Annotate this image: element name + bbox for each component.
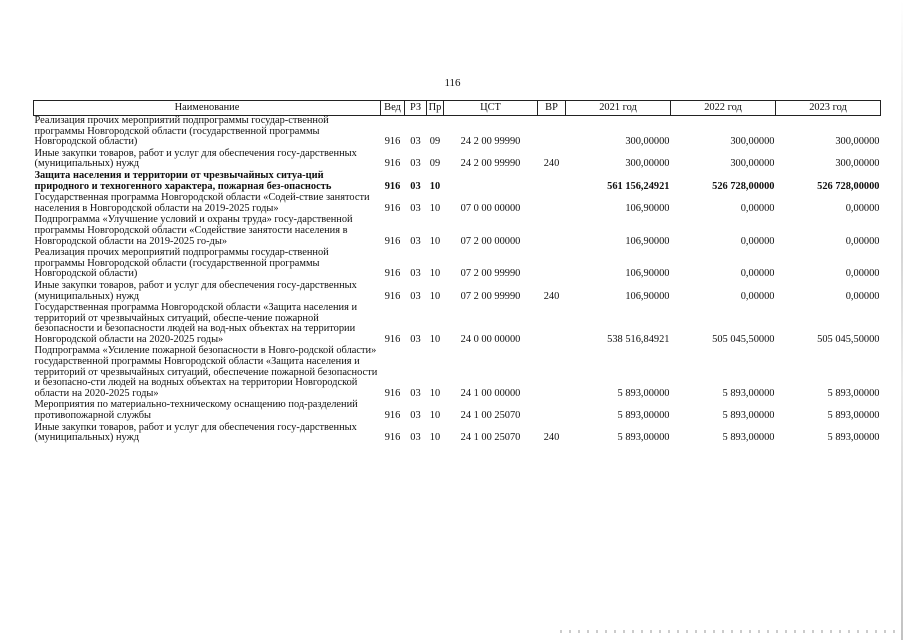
table-header-row (34, 101, 881, 116)
row-pr: 10 (429, 202, 441, 214)
header-rz: РЗ (405, 101, 427, 116)
row-rz: 03 (410, 268, 421, 280)
row-pr: 10 (429, 333, 441, 345)
row-ved: 916 (384, 387, 401, 399)
header-2021: 2021 год (566, 101, 671, 116)
row-ved: 916 (384, 410, 401, 422)
row-2022: 0,00000 (740, 290, 775, 302)
row-ved: 916 (384, 333, 401, 345)
row-2021: 106,90000 (625, 202, 670, 214)
header-2022: 2022 год (671, 101, 776, 116)
table-row (34, 303, 881, 346)
table-row (34, 248, 881, 281)
table-row (34, 171, 881, 193)
row-2022: 0,00000 (740, 268, 775, 280)
header-cst: ЦСТ (444, 101, 538, 116)
row-pr: 10 (429, 387, 441, 399)
row-name: Защита населения и территории от чрезвычайных ситуа-ций природного и техногенного характера, пожарная без-опасность (34, 169, 332, 192)
row-ved: 916 (384, 158, 401, 170)
row-ved: 916 (384, 202, 401, 214)
row-2023: 0,00000 (845, 202, 880, 214)
row-pr: 10 (429, 268, 441, 280)
row-name: Реализация прочих мероприятий подпрограммы государ-ственной программы Новгородской области (государственной программы Новгородской области) (34, 115, 329, 148)
row-vr (538, 248, 566, 281)
row-2023: 505 045,50000 (817, 333, 880, 345)
row-2022: 300,00000 (730, 158, 775, 170)
row-ved: 916 (384, 432, 401, 444)
scan-edge (901, 0, 903, 640)
row-vr: 240 (543, 432, 560, 444)
row-2021: 5 893,00000 (617, 387, 670, 399)
row-2022: 5 893,00000 (722, 387, 775, 399)
row-name: Иные закупки товаров, работ и услуг для обеспечения госу-дарственных (муниципальных) нужд (34, 421, 357, 444)
row-2021: 106,90000 (625, 290, 670, 302)
row-cst: 07 2 00 99990 (460, 268, 521, 280)
table-row (34, 193, 881, 215)
row-vr (538, 215, 566, 248)
row-2022: 300,00000 (730, 136, 775, 148)
row-pr: 10 (429, 410, 441, 422)
row-cst: 07 0 00 00000 (460, 202, 521, 214)
row-name: Государственная программа Новгородской области «Содей-ствие занятости населения в Новгородской области на 2019-2025 годы» (34, 192, 370, 214)
row-ved: 916 (384, 268, 401, 280)
row-rz: 03 (410, 235, 421, 247)
row-2023: 300,00000 (835, 136, 880, 148)
row-rz: 03 (410, 136, 421, 148)
row-ved: 916 (384, 290, 401, 302)
row-2021: 300,00000 (625, 158, 670, 170)
page-number: 116 (444, 77, 461, 89)
row-ved: 916 (384, 136, 401, 148)
row-2021: 538 516,84921 (607, 333, 670, 345)
row-cst: 24 1 00 25070 (460, 432, 521, 444)
row-pr: 09 (429, 136, 441, 148)
row-2022: 0,00000 (740, 202, 775, 214)
row-pr: 10 (429, 290, 441, 302)
row-2023: 0,00000 (845, 290, 880, 302)
row-vr (538, 346, 566, 400)
row-name: Государственная программа Новгородской области «Защита населения и территорий от чрезвычайных ситуаций, обеспе-чение пожарной безопасности и безопасности людей на вод-ных объектах на территории Новгородской области на 2020-2025 годы» (34, 302, 358, 345)
row-2023: 526 728,00000 (817, 180, 880, 192)
row-pr: 10 (429, 432, 441, 444)
row-pr: 09 (429, 158, 441, 170)
row-rz: 03 (410, 333, 421, 345)
row-2021: 5 893,00000 (617, 432, 670, 444)
header-ved: Вед (381, 101, 405, 116)
row-cst: 07 2 00 99990 (460, 290, 521, 302)
table-row (34, 346, 881, 400)
row-vr (538, 400, 566, 422)
row-cst (444, 171, 538, 193)
header-2023: 2023 год (776, 101, 881, 116)
row-ved: 916 (384, 180, 401, 192)
header-name: Наименование (34, 101, 381, 116)
row-2021: 106,90000 (625, 235, 670, 247)
table-row (34, 149, 881, 171)
row-cst: 24 1 00 25070 (460, 410, 521, 422)
row-2022: 0,00000 (740, 235, 775, 247)
row-2023: 5 893,00000 (827, 410, 880, 422)
row-2023: 5 893,00000 (827, 387, 880, 399)
table-row (34, 215, 881, 248)
row-name: Мероприятия по материально-техническому оснащению под-разделений противопожарной службы (34, 399, 358, 422)
row-2022: 5 893,00000 (722, 432, 775, 444)
row-name: Подпрограмма «Усиление пожарной безопасности в Новго-родской области» государственной программы Новгородской области «Защита населения и территорий от чрезвычайных ситуаций, обеспечение пожарной безопасности и безопасно-сти людей на водных объектах на территории Новгородской области на 2020-2025 годы» (34, 345, 378, 399)
row-rz: 03 (410, 180, 421, 192)
row-2021: 106,90000 (625, 268, 670, 280)
row-2023: 0,00000 (845, 235, 880, 247)
row-2023: 300,00000 (835, 158, 880, 170)
row-cst: 24 0 00 00000 (460, 333, 521, 345)
header-pr: Пр (427, 101, 444, 116)
row-name: Реализация прочих мероприятий подпрограммы государ-ственной программы Новгородской области (государственной программы Новгородской области) (34, 247, 329, 280)
row-pr: 10 (429, 235, 441, 247)
row-vr: 240 (543, 290, 560, 302)
row-2022: 5 893,00000 (722, 410, 775, 422)
row-vr: 240 (543, 158, 560, 170)
row-cst: 24 1 00 00000 (460, 387, 521, 399)
row-ved: 916 (384, 235, 401, 247)
table-row (34, 116, 881, 149)
row-rz: 03 (410, 202, 421, 214)
row-cst: 24 2 00 99990 (460, 136, 521, 148)
row-vr (538, 193, 566, 215)
row-cst: 24 2 00 99990 (460, 158, 521, 170)
row-rz: 03 (410, 387, 421, 399)
row-rz: 03 (410, 158, 421, 170)
row-2022: 505 045,50000 (712, 333, 775, 345)
table-body (34, 116, 881, 445)
scan-artifact (560, 630, 900, 633)
row-rz: 03 (410, 410, 421, 422)
table-row (34, 281, 881, 303)
row-pr: 10 (429, 180, 441, 192)
row-name: Подпрограмма «Улучшение условий и охраны труда» госу-дарственной программы Новгородской области «Содействие занятости населения в Новгородской области на 2019-2025 го-ды» (34, 214, 353, 247)
row-name: Иные закупки товаров, работ и услуг для обеспечения госу-дарственных (муниципальных) нужд (34, 279, 357, 302)
table-row (34, 423, 881, 445)
row-2023: 5 893,00000 (827, 432, 880, 444)
row-rz: 03 (410, 290, 421, 302)
row-name: Иные закупки товаров, работ и услуг для обеспечения госу-дарственных (муниципальных) нужд (34, 147, 357, 170)
row-vr (538, 171, 566, 193)
table-row (34, 400, 881, 422)
budget-table (33, 100, 881, 445)
row-vr (538, 116, 566, 149)
row-2022: 526 728,00000 (712, 180, 775, 192)
row-2021: 5 893,00000 (617, 410, 670, 422)
row-2021: 561 156,24921 (607, 180, 670, 192)
row-2021: 300,00000 (625, 136, 670, 148)
row-rz: 03 (410, 432, 421, 444)
row-vr (538, 303, 566, 346)
header-vr: ВР (538, 101, 566, 116)
row-cst: 07 2 00 00000 (460, 235, 521, 247)
row-2023: 0,00000 (845, 268, 880, 280)
